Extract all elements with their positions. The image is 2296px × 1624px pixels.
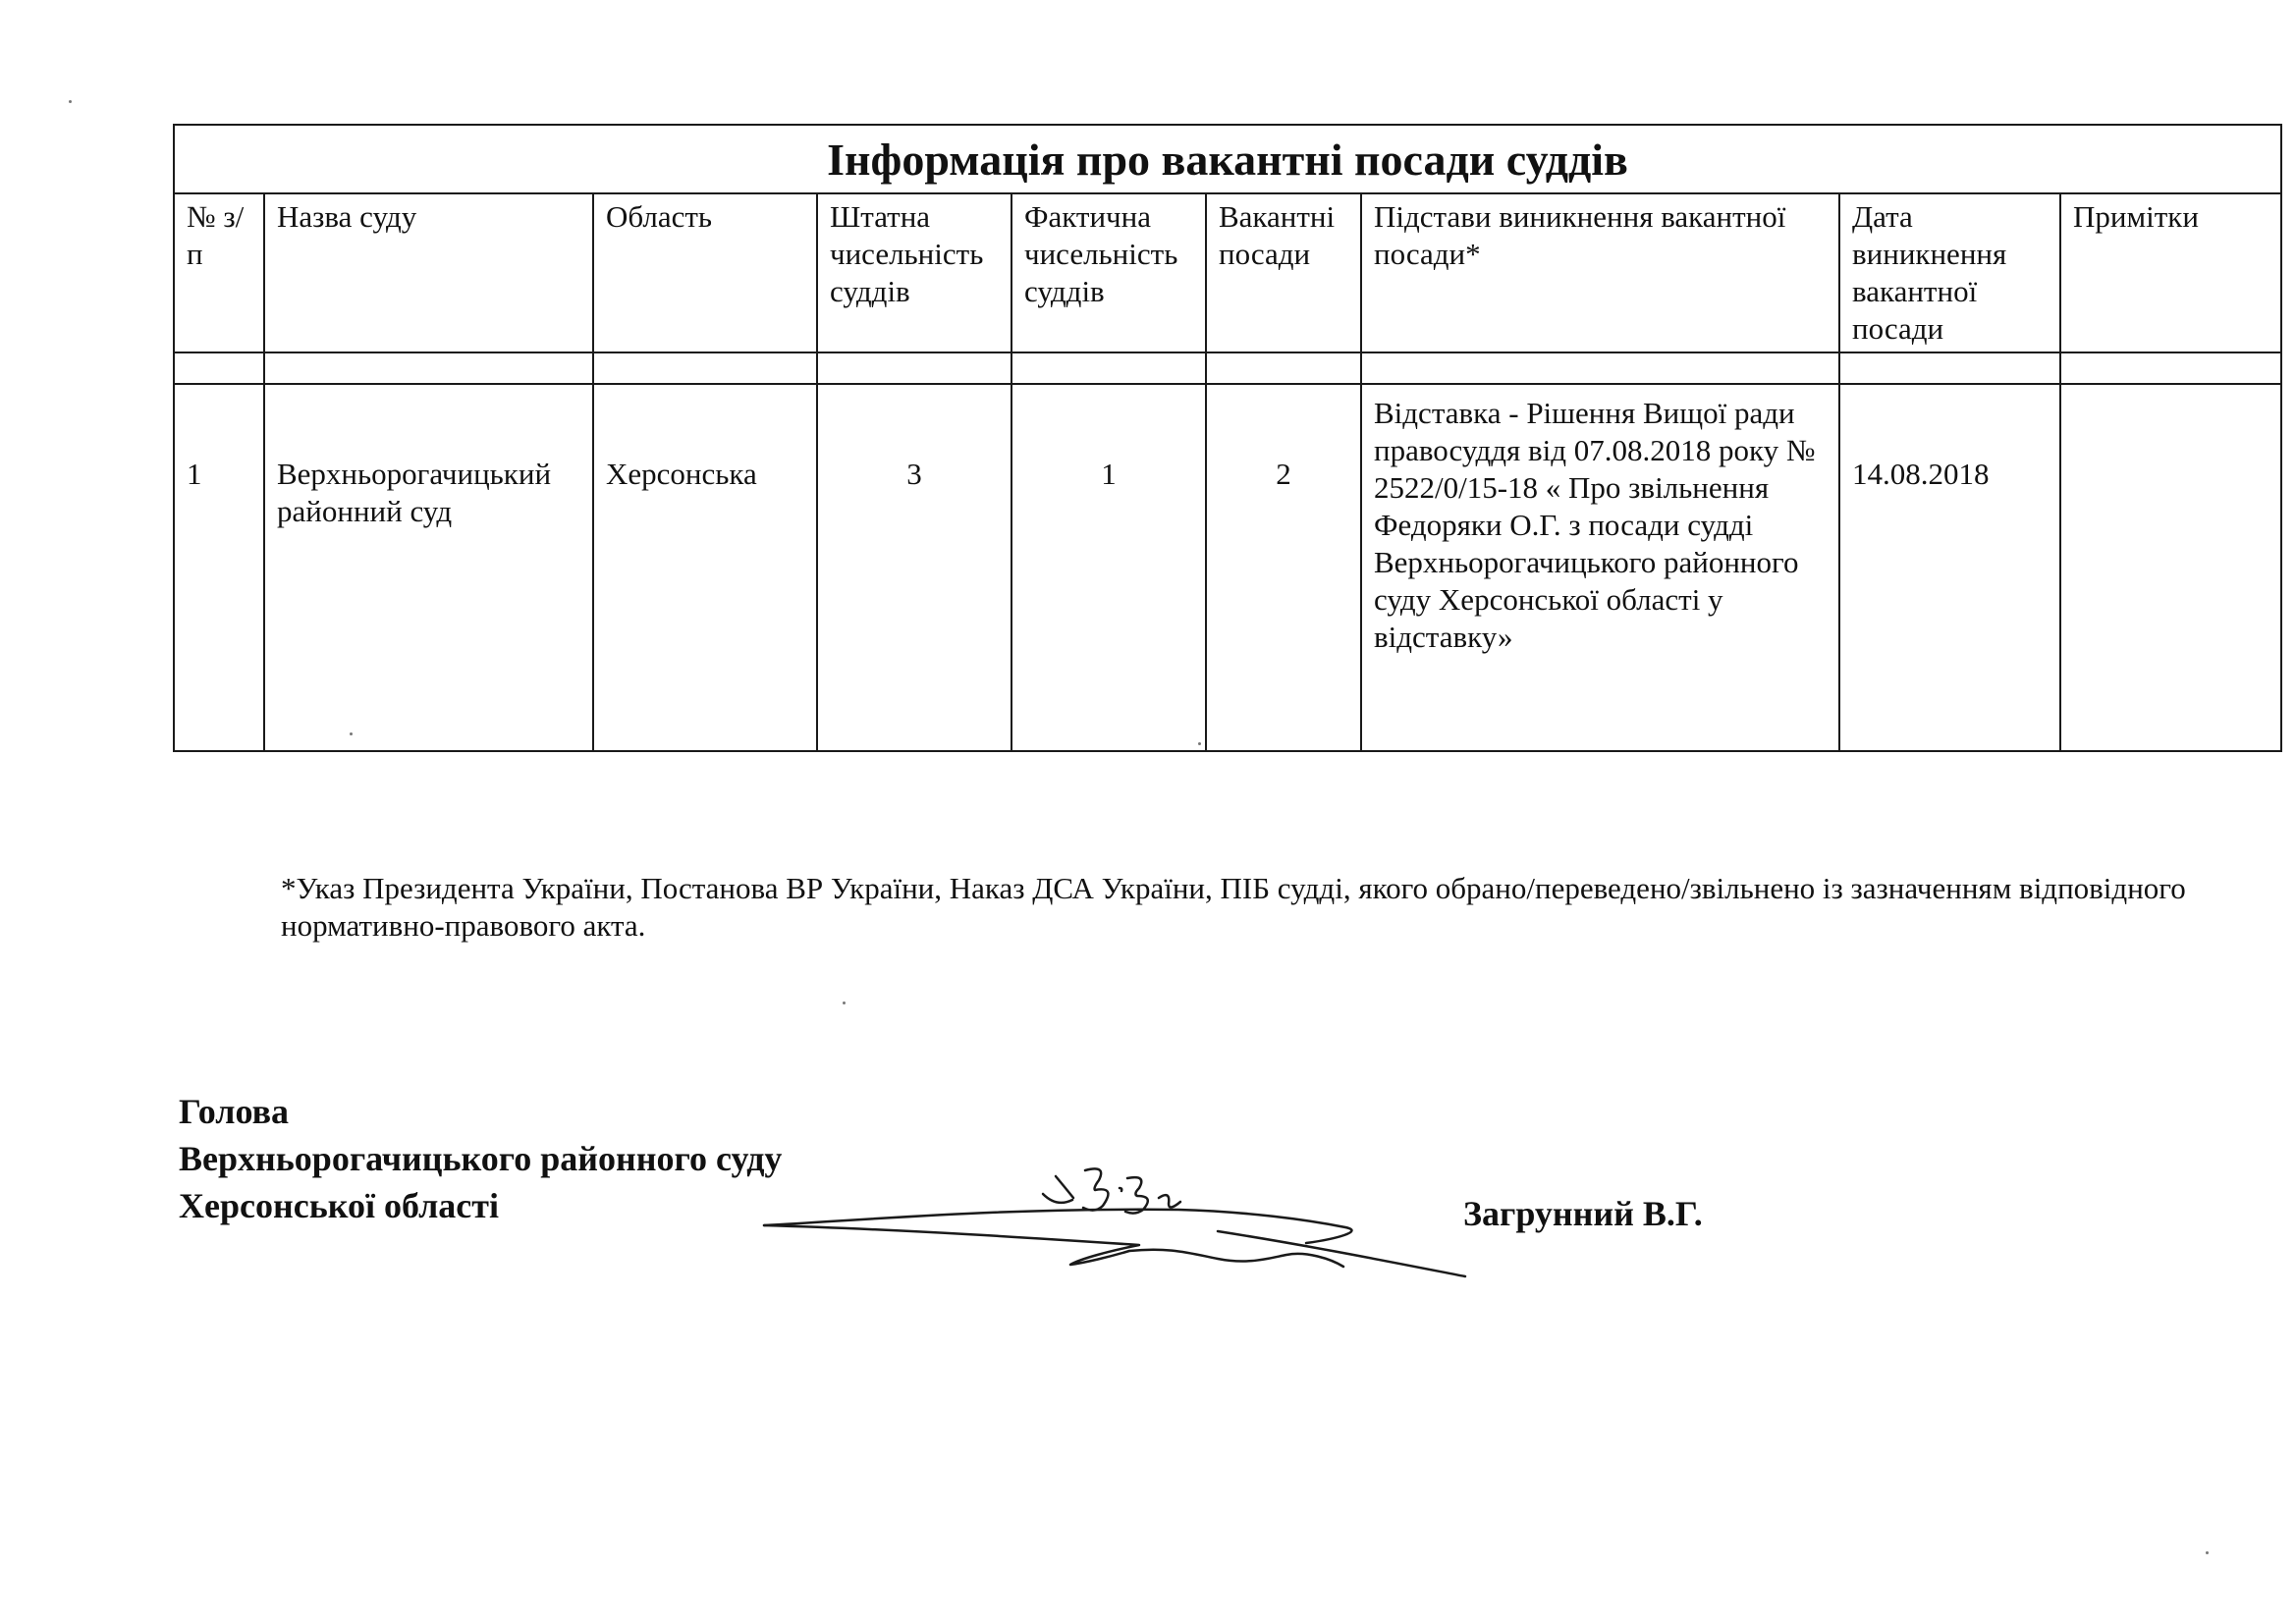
table-spacer-row (174, 352, 2281, 384)
cell-number: 1 (174, 384, 264, 751)
column-header-staff-count: Штатна чисельність суддів (817, 193, 1011, 352)
signatory-position (179, 1088, 782, 1229)
column-header-number: № з/п (174, 193, 264, 352)
cell-staff-count: 3 (817, 384, 1011, 751)
column-header-date: Дата виникнення вакантної посади (1839, 193, 2060, 352)
scan-speck (843, 1001, 846, 1004)
column-header-actual-count: Фактична чисельність суддів (1011, 193, 1206, 352)
scan-speck (1198, 742, 1201, 745)
vacancies-table (173, 124, 2282, 752)
cell-date: 14.08.2018 (1839, 384, 2060, 751)
position-line: Верхньорогачицького районного суду (179, 1139, 783, 1178)
column-header-notes: Примітки (2060, 193, 2281, 352)
scan-speck (69, 100, 72, 103)
column-header-reason: Підстави виникнення вакантної посади* (1361, 193, 1839, 352)
position-line: Голова (179, 1092, 290, 1131)
scan-speck (2206, 1551, 2209, 1554)
cell-region: Херсонська (593, 384, 817, 751)
cell-notes (2060, 384, 2281, 751)
cell-vacancies: 2 (1206, 384, 1361, 751)
column-header-region: Область (593, 193, 817, 352)
column-header-vacancies: Вакантні посади (1206, 193, 1361, 352)
cell-court: Верхньорогачицький районний суд (264, 384, 593, 751)
cell-reason: Відставка - Рішення Вищої ради правосуддя від 07.08.2018 року № 2522/0/15-18 « Про звільнення Федоряки О.Г. з посади судді Верхньорогачицького районного суду Херсонської області у відставку» (1361, 384, 1839, 751)
footnote: *Указ Президента України, Постанова ВР України, Наказ ДСА України, ПІБ судді, якого обрано/переведено/звільнено із зазначенням відповідного нормативно-правового акта. (281, 871, 2186, 943)
position-line: Херсонської області (179, 1186, 499, 1225)
scan-speck (350, 732, 353, 735)
table-row (174, 384, 2281, 751)
document-title: Інформація про вакантні посади суддів (174, 125, 2281, 193)
handwritten-signature (756, 1149, 1483, 1296)
signatory-name: Загрунний В.Г. (1463, 1194, 1703, 1233)
cell-actual-count: 1 (1011, 384, 1206, 751)
column-header-court: Назва суду (264, 193, 593, 352)
table-header-row (174, 193, 2281, 352)
